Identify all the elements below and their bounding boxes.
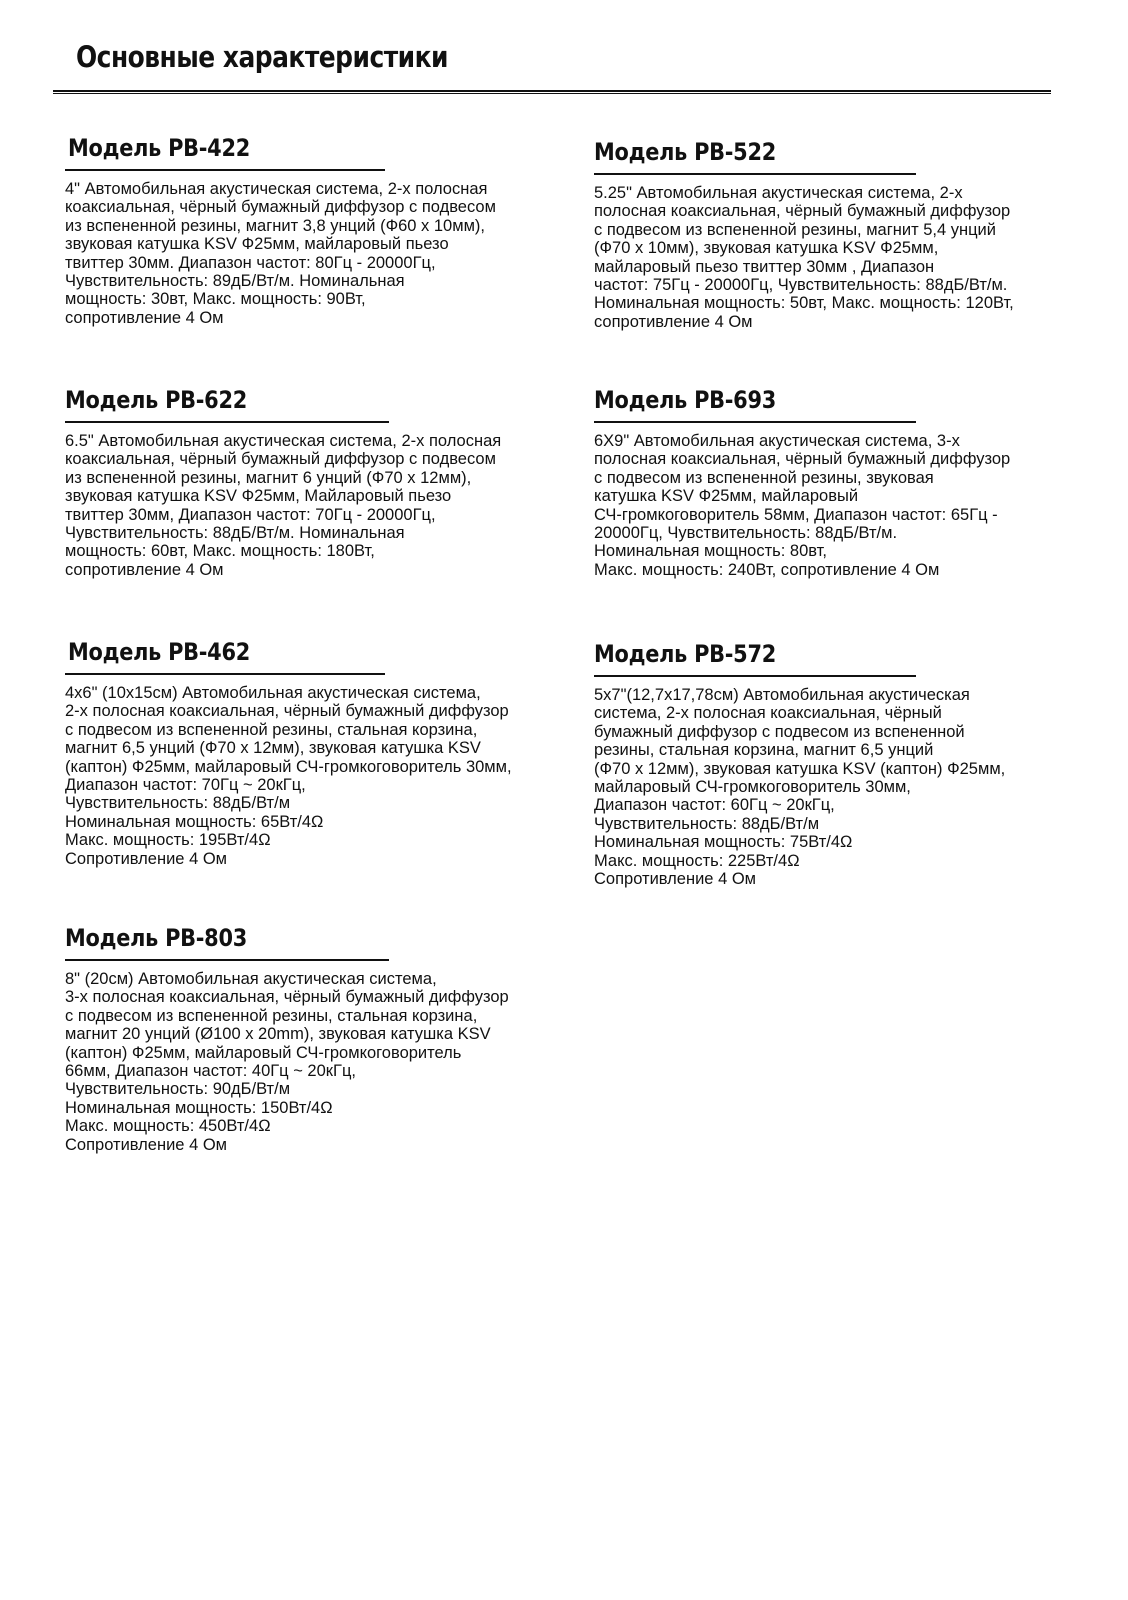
spec-line: Диапазон частот: 60Гц ~ 20кГц, [594,796,835,815]
spec-line: Чувствительность: 88дБ/Вт/м. Номинальная [65,524,405,543]
spec-line: 66мм, Диапазон частот: 40Гц ~ 20кГц, [65,1062,356,1081]
spec-line: из вспененной резины, магнит 3,8 унций (Ф60 х 10мм), [65,216,486,235]
spec-line: Сопротивление 4 Ом [65,849,228,868]
spec-line: 6.5" Автомобильная акустическая система, 2-х полосная [65,432,502,450]
spec-line: 2-х полосная коаксиальная, чёрный бумажный диффузор [65,702,509,721]
spec-line: из вспененной резины, магнит 6 унций (Ф70 х 12мм), [65,468,472,487]
spec-line: 20000Гц, Чувствительность: 88дБ/Вт/м. [594,524,898,543]
model-divider [65,959,389,961]
model-divider [65,421,389,423]
spec-line: 4" Автомобильная акустическая система, 2-х полосная [65,180,488,198]
spec-line: мощность: 60вт, Макс. мощность: 180Вт, [65,542,375,561]
spec-line: полосная коаксиальная, чёрный бумажный диффузор [594,450,1011,469]
model-title: Модель PB-462 [68,638,250,666]
spec-line: Чувствительность: 89дБ/Вт/м. Номинальная [65,272,405,291]
spec-line: 5x7"(12,7x17,78см) Автомобильная акустическая [594,686,970,704]
spec-line: магнит 20 унций (Ø100 х 20mm), звуковая катушка KSV [65,1025,491,1044]
spec-line: звуковая катушка KSV Ф25мм, Майларовый пьезо [65,487,452,506]
model-description [594,686,1094,888]
spec-line: (каптон) Ф25мм, майларовый СЧ-громкоговоритель 30мм, [65,757,512,776]
spec-line: Сопротивление 4 Ом [65,1135,228,1154]
spec-line: коаксиальная, чёрный бумажный диффузор с подвесом [65,198,496,217]
spec-line: мощность: 30вт, Макс. мощность: 90Вт, [65,290,366,309]
spec-line: (Ф70 х 10мм), звуковая катушка KSV Ф25мм, [594,239,939,258]
model-description [65,970,565,1154]
spec-line: Номинальная мощность: 150Вт/4Ω [65,1098,333,1117]
title-divider [53,90,1051,94]
spec-line: с подвесом из вспененной резины, звуковая [594,468,934,487]
spec-line: Макс. мощность: 225Вт/4Ω [594,851,800,870]
model-title: Модель PB-522 [594,138,776,166]
spec-line: (каптон) Ф25мм, майларовый СЧ-громкоговоритель [65,1043,462,1062]
spec-line: твиттер 30мм. Диапазон частот: 80Гц - 20000Гц, [65,253,436,272]
spec-line: магнит 6,5 унций (Ф70 х 12мм), звуковая катушка KSV [65,739,481,758]
model-divider [65,673,385,675]
spec-line: 5.25" Автомобильная акустическая система, 2-х [594,184,963,202]
spec-line: Номинальная мощность: 50вт, Макс. мощность: 120Вт, [594,294,1014,313]
spec-line: бумажный диффузор с подвесом из вспененной [594,722,965,741]
spec-line: Чувствительность: 88дБ/Вт/м [594,814,820,833]
spec-line: СЧ-громкоговоритель 58мм, Диапазон частот: 65Гц - [594,505,998,524]
spec-line: 3-х полосная коаксиальная, чёрный бумажный диффузор [65,988,509,1007]
model-description [594,432,1094,579]
model-description [65,180,565,327]
model-section-pb-572 [594,639,1094,888]
spec-line: с подвесом из вспененной резины, стальная корзина, [65,1006,478,1025]
spec-line: майларовый СЧ-громкоговоритель 30мм, [594,778,911,797]
spec-line: Сопротивление 4 Ом [594,870,757,889]
spec-line: сопротивление 4 Ом [594,312,753,331]
spec-line: с подвесом из вспененной резины, стальная корзина, [65,720,478,739]
spec-line: резины, стальная корзина, магнит 6,5 унций [594,741,934,760]
spec-line: Макс. мощность: 450Вт/4Ω [65,1117,271,1136]
page-title: Основные характеристики [76,40,448,74]
spec-line: майларовый пьезо твиттер 30мм , Диапазон [594,257,935,276]
spec-line: Диапазон частот: 70Гц ~ 20кГц, [65,776,306,795]
spec-line: Номинальная мощность: 65Вт/4Ω [65,812,324,831]
spec-line: 6Х9" Автомобильная акустическая система, 3-х [594,432,960,450]
spec-line: 8" (20см) Автомобильная акустическая система, [65,970,437,988]
model-divider [594,421,916,423]
spec-line: твиттер 30мм, Диапазон частот: 70Гц - 20000Гц, [65,505,436,524]
model-description [65,684,565,868]
model-section-pb-622 [65,385,565,579]
model-title: Модель PB-572 [594,640,776,668]
model-divider [65,169,385,171]
spec-line: сопротивление 4 Ом [65,308,224,327]
model-description [65,432,565,579]
spec-line: коаксиальная, чёрный бумажный диффузор с подвесом [65,450,496,469]
spec-line: 4x6" (10x15см) Автомобильная акустическая система, [65,684,481,702]
spec-line: Номинальная мощность: 80вт, [594,542,827,561]
model-title: Модель PB-803 [65,924,247,952]
model-title: Модель PB-422 [68,134,250,162]
spec-line: звуковая катушка KSV Ф25мм, майларовый пьезо [65,235,449,254]
model-section-pb-803 [65,923,565,1154]
spec-line: (Ф70 х 12мм), звуковая катушка KSV (каптон) Ф25мм, [594,759,1006,778]
spec-line: Чувствительность: 90дБ/Вт/м [65,1080,291,1099]
spec-line: с подвесом из вспененной резины, магнит 5,4 унций [594,220,996,239]
spec-line: Чувствительность: 88дБ/Вт/м [65,794,291,813]
model-section-pb-422 [65,133,565,327]
spec-line: полосная коаксиальная, чёрный бумажный диффузор [594,202,1011,221]
spec-line: катушка KSV Ф25мм, майларовый [594,487,859,506]
spec-line: Номинальная мощность: 75Вт/4Ω [594,833,853,852]
model-section-pb-522 [594,137,1094,331]
model-section-pb-462 [65,637,565,868]
spec-line: сопротивление 4 Ом [65,560,224,579]
model-title: Модель PB-622 [65,386,247,414]
model-title: Модель PB-693 [594,386,776,414]
spec-line: Макс. мощность: 240Вт, сопротивление 4 Ом [594,560,940,579]
model-divider [594,675,916,677]
model-section-pb-693 [594,385,1094,579]
spec-line: система, 2-х полосная коаксиальная, чёрный [594,704,942,723]
spec-line: частот: 75Гц - 20000Гц, Чувствительность: 88дБ/Вт/м. [594,276,1008,295]
model-description [594,184,1094,331]
model-divider [594,173,916,175]
spec-line: Макс. мощность: 195Вт/4Ω [65,831,271,850]
